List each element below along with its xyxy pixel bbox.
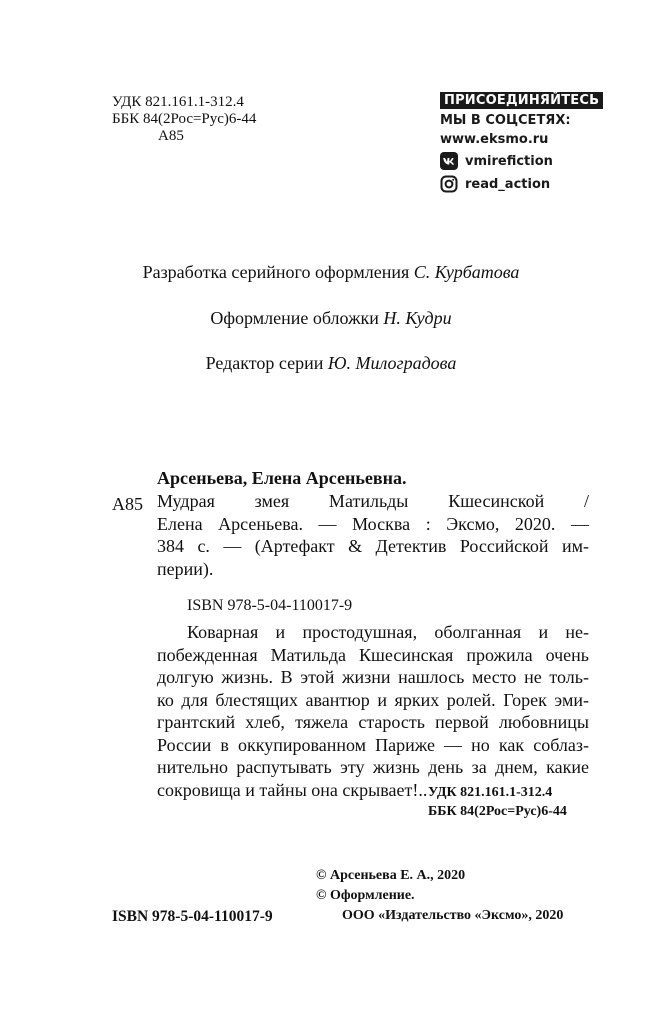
annotation-line: долгую жизнь. В этой жизни нашлось место не толь- — [157, 667, 589, 687]
join-banner: ПРИСОЕДИНЯЙТЕСЬ — [440, 92, 603, 109]
copyright-author: © Арсеньева Е. А., 2020 — [316, 868, 466, 883]
credit-series-design — [0, 262, 662, 283]
credit-label: Оформление обложки — [210, 308, 379, 328]
credit-name: С. Курбатова — [413, 262, 520, 282]
classification-codes — [112, 94, 256, 145]
website-link[interactable]: www.eksmo.ru — [440, 132, 549, 147]
credit-cover-design — [0, 308, 662, 329]
instagram-icon — [440, 175, 458, 193]
social-block — [440, 92, 603, 193]
catalog-description — [157, 490, 589, 580]
credit-series-editor — [0, 353, 662, 374]
credit-name: Н. Кудри — [383, 308, 452, 328]
author-mark: А85 — [158, 128, 184, 144]
footer-isbn: ISBN 978-5-04-110017-9 — [112, 908, 273, 925]
credit-label: Редактор серии — [205, 353, 324, 373]
udk-code: УДК 821.161.1-312.4 — [112, 94, 244, 110]
description-line: перии). — [157, 558, 214, 579]
description-line: 384 с. — (Артефакт & Детектив Российской им- — [157, 536, 589, 556]
copyright-block — [316, 866, 563, 926]
author-heading: Арсеньева, Елена Арсеньевна. — [157, 468, 407, 488]
description-line: Мудрая змея Матильды Кшесинской / — [157, 491, 589, 511]
footer-bbk: ББК 84(2Рос=Рус)6-44 — [428, 804, 567, 819]
vk-icon — [440, 152, 458, 170]
credit-name: Ю. Милоградова — [327, 353, 457, 373]
vk-handle: vmirefiction — [465, 153, 553, 169]
copyright-publisher: ООО «Издательство «Эксмо», 2020 — [342, 908, 564, 923]
annotation-line: сокровища и тайны она скрывает!.. — [157, 779, 428, 800]
copyright-design: © Оформление. — [316, 888, 415, 903]
social-networks-label: МЫ В СОЦСЕТЯХ: — [440, 113, 571, 128]
annotation-line: России в оккупированном Париже — но как соблаз- — [157, 734, 589, 755]
description-line: Елена Арсеньева. — Москва : Эксмо, 2020. — — [157, 513, 589, 534]
instagram-link[interactable] — [440, 175, 603, 193]
annotation-line: грантский хлеб, тяжела старость первой любовницы — [157, 712, 589, 732]
instagram-handle: read_action — [465, 176, 551, 192]
catalog-author-mark: А85 — [112, 494, 143, 514]
annotation-line: нительно распутывать эту жизнь день за днем, какие — [157, 757, 589, 777]
footer-classification — [428, 783, 567, 821]
footer-udk: УДК 821.161.1-312.4 — [428, 785, 553, 800]
credit-label: Разработка серийного оформления — [142, 262, 410, 282]
annotation-line: побежденная Матильда Кшесинская прожила очень — [157, 644, 589, 665]
annotation-line: ко для блестящих авантюр и ярких ролей. Горек эми- — [157, 689, 589, 710]
catalog-isbn: ISBN 978-5-04-110017-9 — [187, 597, 353, 614]
vk-link[interactable] — [440, 152, 603, 170]
bbk-code: ББК 84(2Рос=Рус)6-44 — [112, 111, 257, 127]
annotation — [157, 621, 589, 801]
annotation-line: Коварная и простодушная, оболганная и не- — [187, 622, 589, 642]
